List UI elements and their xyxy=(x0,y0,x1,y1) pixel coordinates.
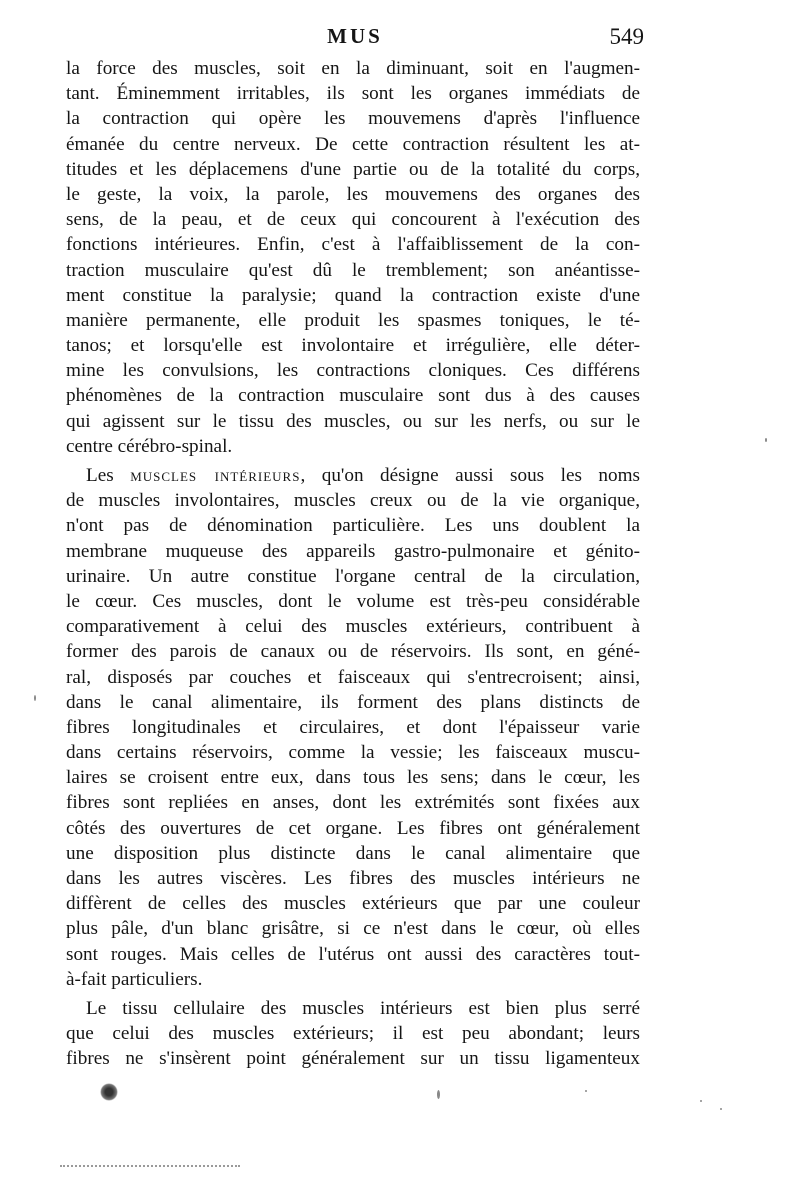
text-line: tant. Éminemment irritables, ils sont les organes immédiats de xyxy=(66,83,640,105)
text-line: de muscles involontaires, muscles creux ou de la vie organique, xyxy=(66,490,640,512)
text-line: plus pâle, d'un blanc grisâtre, si ce n'est dans le cœur, où elles xyxy=(66,918,640,940)
page-header xyxy=(66,24,644,56)
text-line: urinaire. Un autre constitue l'organe central de la circulation, xyxy=(66,565,640,587)
ink-speck xyxy=(585,1090,587,1092)
text-line: dans certains réservoirs, comme la vessie; les faisceaux muscu- xyxy=(66,742,640,764)
text-line xyxy=(66,463,640,488)
bottom-edge-marks xyxy=(60,1165,240,1167)
text-line: la contraction qui opère les mouvemens d'après l'influence xyxy=(66,108,640,130)
text-line: dans le canal alimentaire, ils forment des plans distincts de xyxy=(66,691,640,713)
ink-speck xyxy=(34,695,36,701)
ink-speck xyxy=(765,438,767,442)
text-line: centre cérébro-spinal. xyxy=(66,435,233,457)
paragraph-1 xyxy=(66,56,640,459)
text-line: titudes et les déplacemens d'une partie ou de la totalité du corps, xyxy=(66,158,640,180)
ink-speck xyxy=(720,1108,722,1110)
body-text xyxy=(66,56,640,1072)
paragraph-2 xyxy=(66,463,640,992)
text-line: à-fait particuliers. xyxy=(66,968,203,990)
ink-speck xyxy=(700,1100,702,1102)
text-line: le geste, la voix, la parole, les mouvemens des organes des xyxy=(66,183,640,205)
text-line: tanos; et lorsqu'elle est involontaire et irrégulière, elle déter- xyxy=(66,335,640,357)
text-line: membrane muqueuse des appareils gastro-pulmonaire et génito- xyxy=(66,540,640,562)
text-line: mine les convulsions, les contractions cloniques. Ces différens xyxy=(66,360,640,382)
text-line: émanée du centre nerveux. De cette contraction résultent les at- xyxy=(66,133,640,155)
text-line: Le tissu cellulaire des muscles intérieurs est bien plus serré xyxy=(86,997,640,1019)
text-line: fibres sont repliées en anses, dont les extrémités sont fixées aux xyxy=(66,792,640,814)
text-line: former des parois de canaux ou de réservoirs. Ils sont, en géné- xyxy=(66,641,640,663)
text-line: dans les autres viscères. Les fibres des muscles intérieurs ne xyxy=(66,868,640,889)
ink-speck xyxy=(437,1090,440,1099)
text-line: fibres ne s'insèrent point généralement sur un tissu ligamenteux xyxy=(66,1048,640,1070)
text-line: la force des muscles, soit en la diminuant, soit en l'augmen- xyxy=(66,58,640,79)
text-line: que celui des muscles extérieurs; il est peu abondant; leurs xyxy=(66,1023,640,1045)
paragraph-lead: Les xyxy=(86,465,131,486)
paragraph-lead-rest: , qu'on désigne aussi sous les noms xyxy=(300,465,640,486)
text-line: diffèrent de celles des muscles extérieurs que par une couleur xyxy=(66,893,640,915)
text-line: ment constitue la paralysie; quand la contraction existe d'une xyxy=(66,284,640,306)
text-line: comparativement à celui des muscles extérieurs, contribuent à xyxy=(66,616,640,638)
printer-ornament xyxy=(100,1083,118,1101)
text-line: laires se croisent entre eux, dans tous les sens; dans le cœur, les xyxy=(66,767,640,789)
text-line: fonctions intérieures. Enfin, c'est à l'affaiblissement de la con- xyxy=(66,234,640,256)
text-line: phénomènes de la contraction musculaire sont dus à des causes xyxy=(66,385,640,407)
text-line: fibres longitudinales et circulaires, et dont l'épaisseur varie xyxy=(66,716,640,738)
text-line: le cœur. Ces muscles, dont le volume est très-peu considérable xyxy=(66,590,640,612)
text-line: côtés des ouvertures de cet organe. Les fibres ont généralement xyxy=(66,817,640,839)
running-head: MUS xyxy=(327,24,383,48)
text-line: sont rouges. Mais celles de l'utérus ont aussi des caractères tout- xyxy=(66,943,640,965)
paragraph-3 xyxy=(66,996,640,1072)
text-line: manière permanente, elle produit les spasmes toniques, le té- xyxy=(66,309,640,331)
text-line: sens, de la peau, et de ceux qui concourent à l'exécution des xyxy=(66,209,640,231)
text-line: n'ont pas de dénomination particulière. Les uns doublent la xyxy=(66,515,640,537)
text-line: traction musculaire qu'est dû le tremblement; son anéantisse- xyxy=(66,259,640,281)
section-term: muscles intérieurs xyxy=(130,465,301,486)
text-line: qui agissent sur le tissu des muscles, ou sur les nerfs, ou sur le xyxy=(66,410,640,432)
text-line: ral, disposés par couches et faisceaux qui s'entrecroisent; ainsi, xyxy=(66,666,640,688)
text-line: une disposition plus distincte dans le canal alimentaire que xyxy=(66,842,640,864)
page-number: 549 xyxy=(609,24,644,49)
